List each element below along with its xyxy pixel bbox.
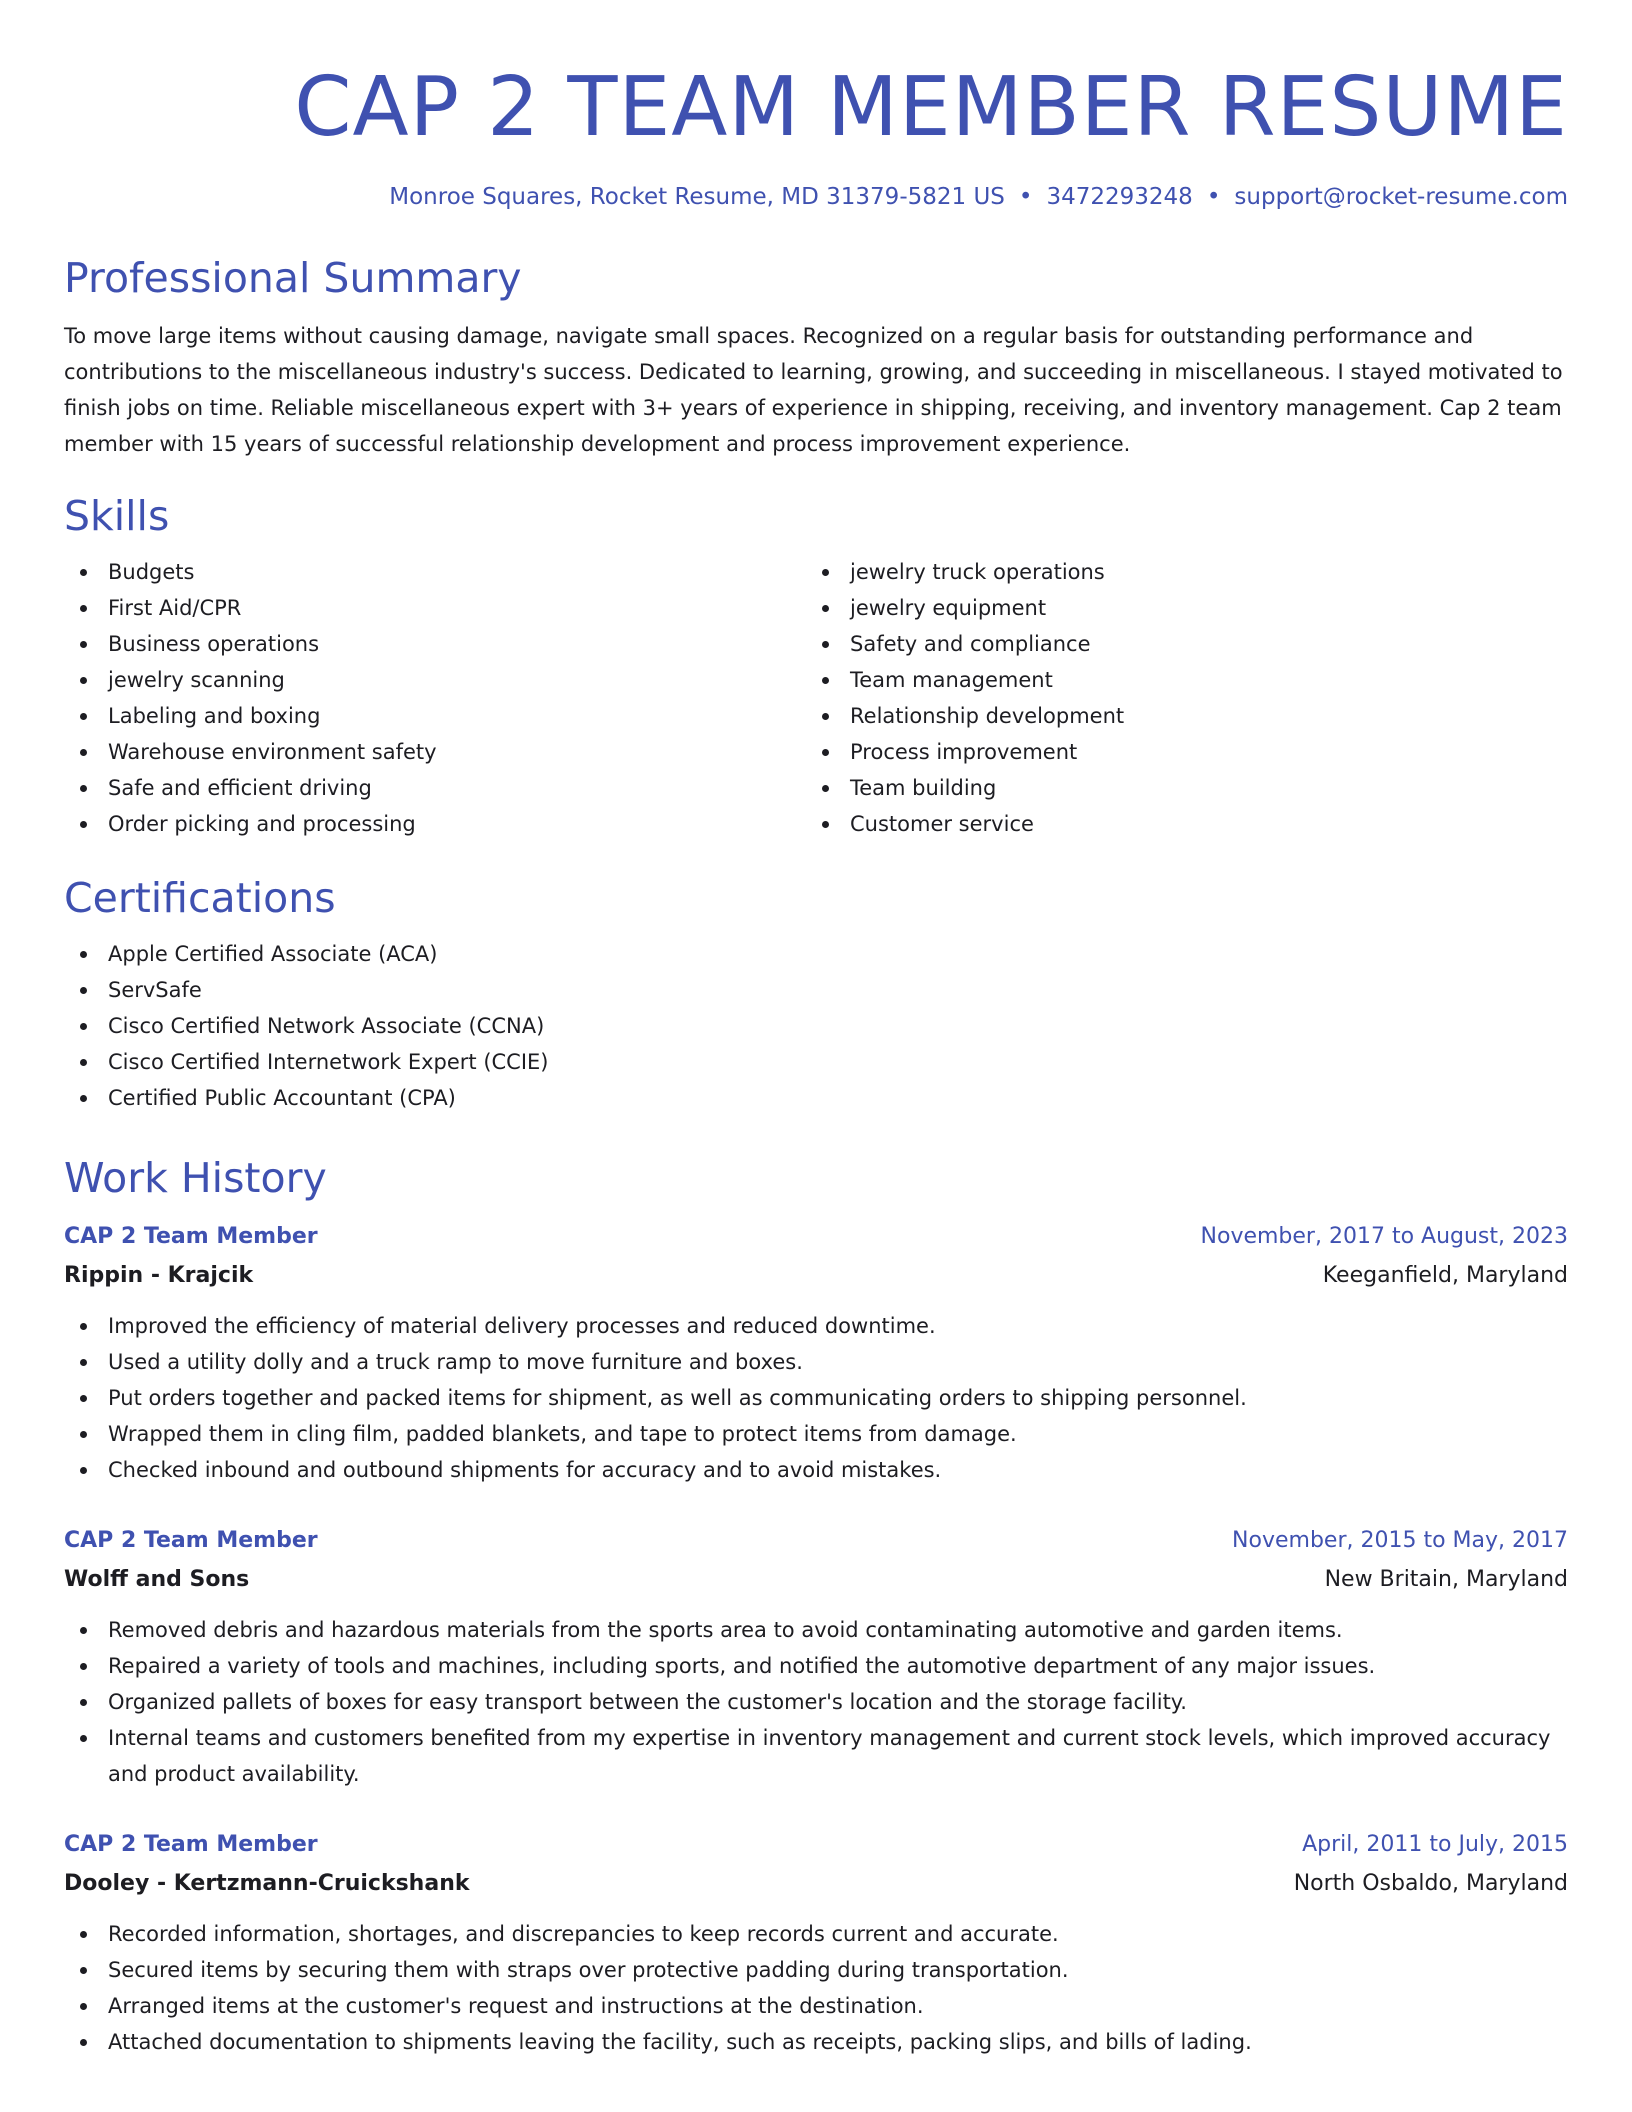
job-duties-list: [64, 1916, 1568, 2060]
contact-separator: •: [1206, 184, 1221, 210]
job-duty-text: Used a utility dolly and a truck ramp to move furniture and boxes.: [108, 1350, 803, 1374]
bullet-icon: [80, 677, 87, 684]
job-dates: November, 2015 to May, 2017: [1232, 1528, 1568, 1553]
skills-heading: Skills: [64, 492, 170, 540]
job-duty-item: [64, 1308, 1568, 1344]
bullet-icon: [80, 821, 87, 828]
job-duty-item: [64, 1684, 1568, 1720]
skill-item: [64, 698, 806, 734]
skill-item: [806, 698, 1548, 734]
summary-text: To move large items without causing damage, navigate small spaces. Recognized on a regular basis for outstanding performance and contributions to the miscellaneous industry's success. Dedicated to learning, growing, and succeeding in miscellaneous. I stayed motivated to finish jobs on time. Reliable miscellaneous expert with 3+ years of experience in shipping, receiving, and inventory management. Cap 2 team member with 15 years of successful relationship development and process improvement experience.: [64, 324, 1563, 456]
skill-label: jewelry truck operations: [850, 560, 1105, 584]
skill-label: Business operations: [108, 632, 320, 656]
job-duty-item: [64, 1648, 1568, 1684]
skill-label: Team management: [850, 668, 1053, 692]
skill-item: [806, 590, 1548, 626]
bullet-icon: [80, 1359, 87, 1366]
skill-item: [64, 626, 806, 662]
skill-item: [806, 554, 1548, 590]
job-duty-text: Internal teams and customers benefited from my expertise in inventory management and current stock levels, which improved accuracy and product availability.: [108, 1726, 1551, 1786]
bullet-icon: [80, 1023, 87, 1030]
job-duty-text: Attached documentation to shipments leaving the facility, such as receipts, packing slips, and bills of lading.: [108, 2030, 1252, 2054]
job-dates: November, 2017 to August, 2023: [1200, 1224, 1568, 1249]
skill-label: jewelry equipment: [850, 596, 1047, 620]
skill-item: [806, 770, 1548, 806]
job-duties-list: [64, 1308, 1568, 1488]
skill-item: [64, 590, 806, 626]
job-header-row: [64, 1218, 1568, 1256]
job-duty-item: [64, 1612, 1568, 1648]
job-duty-item: [64, 1720, 1568, 1792]
skill-label: Safety and compliance: [850, 632, 1091, 656]
bullet-icon: [822, 569, 829, 576]
job-entry: [64, 1522, 1568, 1792]
job-company: Dooley - Kertzmann-Cruickshank: [64, 1871, 470, 1896]
bullet-icon: [80, 2003, 87, 2010]
bullet-icon: [80, 1431, 87, 1438]
job-duty-text: Put orders together and packed items for shipment, as well as communicating orders to shipping personnel.: [108, 1386, 1247, 1410]
work-history-heading: Work History: [64, 1154, 327, 1202]
skill-label: Customer service: [850, 812, 1034, 836]
skill-label: Budgets: [108, 560, 195, 584]
skills-column-left: [64, 554, 806, 842]
job-header-row: [64, 1522, 1568, 1560]
bullet-icon: [80, 785, 87, 792]
skills-grid: [64, 554, 1568, 842]
skill-label: jewelry scanning: [108, 668, 285, 692]
job-duty-item: [64, 1916, 1568, 1952]
skill-label: Labeling and boxing: [108, 704, 321, 728]
skill-label: Relationship development: [850, 704, 1125, 728]
job-dates: April, 2011 to July, 2015: [1302, 1832, 1568, 1857]
resume-title: CAP 2 TEAM MEMBER RESUME: [294, 60, 1568, 155]
bullet-icon: [822, 821, 829, 828]
contact-email: support@rocket-resume.com: [1234, 184, 1568, 210]
skill-label: Process improvement: [850, 740, 1078, 764]
certification-label: Cisco Certified Internetwork Expert (CCIE): [108, 1050, 549, 1074]
skill-item: [806, 626, 1548, 662]
bullet-icon: [822, 641, 829, 648]
bullet-icon: [80, 1663, 87, 1670]
job-company-row: [64, 1864, 1568, 1904]
bullet-icon: [80, 1467, 87, 1474]
bullet-icon: [822, 713, 829, 720]
skill-item: [806, 806, 1548, 842]
skills-section: [64, 490, 1568, 842]
bullet-icon: [822, 677, 829, 684]
bullet-icon: [80, 1931, 87, 1938]
bullet-icon: [80, 749, 87, 756]
job-location: New Britain, Maryland: [1324, 1567, 1568, 1592]
certifications-list: [64, 936, 1568, 1116]
job-company: Rippin - Krajcik: [64, 1263, 254, 1288]
job-duty-text: Arranged items at the customer's request and instructions at the destination.: [108, 1994, 924, 2018]
skill-label: Warehouse environment safety: [108, 740, 437, 764]
job-duty-text: Wrapped them in cling film, padded blankets, and tape to protect items from damage.: [108, 1422, 1017, 1446]
bullet-icon: [80, 1323, 87, 1330]
skill-item: [64, 770, 806, 806]
summary-section: [64, 252, 1568, 462]
certification-item: [64, 1008, 1568, 1044]
job-duty-text: Repaired a variety of tools and machines, including sports, and notified the automotive department of any major issues.: [108, 1654, 1376, 1678]
job-location: North Osbaldo, Maryland: [1293, 1871, 1568, 1896]
bullet-icon: [80, 569, 87, 576]
job-title: CAP 2 Team Member: [64, 1832, 318, 1857]
job-duty-text: Removed debris and hazardous materials from the sports area to avoid contaminating automotive and garden items.: [108, 1618, 1343, 1642]
job-duty-text: Improved the efficiency of material delivery processes and reduced downtime.: [108, 1314, 936, 1338]
job-duty-item: [64, 1952, 1568, 1988]
certification-item: [64, 1044, 1568, 1080]
certification-label: ServSafe: [108, 978, 202, 1002]
bullet-icon: [80, 713, 87, 720]
skill-item: [806, 734, 1548, 770]
job-duty-item: [64, 2024, 1568, 2060]
job-location: Keeganfield, Maryland: [1322, 1263, 1568, 1288]
certifications-heading: Certifications: [64, 874, 336, 922]
job-title: CAP 2 Team Member: [64, 1224, 318, 1249]
bullet-icon: [80, 987, 87, 994]
contact-phone: 3472293248: [1046, 184, 1193, 210]
skill-label: Safe and efficient driving: [108, 776, 372, 800]
contact-line: [64, 180, 1568, 214]
summary-heading: Professional Summary: [64, 254, 522, 302]
work-history-section: [64, 1152, 1568, 2060]
bullet-icon: [80, 1735, 87, 1742]
job-title: CAP 2 Team Member: [64, 1528, 318, 1553]
skill-item: [64, 554, 806, 590]
skill-item: [806, 662, 1548, 698]
skill-item: [64, 734, 806, 770]
certification-item: [64, 972, 1568, 1008]
job-duty-text: Organized pallets of boxes for easy transport between the customer's location and the storage facility.: [108, 1690, 1187, 1714]
bullet-icon: [80, 1095, 87, 1102]
bullet-icon: [80, 2039, 87, 2046]
job-company-row: [64, 1256, 1568, 1296]
job-duty-item: [64, 1416, 1568, 1452]
contact-separator: •: [1018, 184, 1033, 210]
bullet-icon: [80, 1395, 87, 1402]
skill-label: Team building: [850, 776, 997, 800]
certification-label: Cisco Certified Network Associate (CCNA): [108, 1014, 545, 1038]
job-duty-item: [64, 1344, 1568, 1380]
certification-label: Apple Certified Associate (ACA): [108, 942, 438, 966]
bullet-icon: [80, 1967, 87, 1974]
job-company: Wolff and Sons: [64, 1567, 250, 1592]
bullet-icon: [80, 951, 87, 958]
job-entry: [64, 1218, 1568, 1488]
skills-column-right: [806, 554, 1548, 842]
bullet-icon: [822, 605, 829, 612]
job-header-row: [64, 1826, 1568, 1864]
job-duty-item: [64, 1988, 1568, 2024]
bullet-icon: [80, 1059, 87, 1066]
job-duties-list: [64, 1612, 1568, 1792]
skill-item: [64, 806, 806, 842]
job-duty-item: [64, 1380, 1568, 1416]
job-duty-item: [64, 1452, 1568, 1488]
bullet-icon: [80, 605, 87, 612]
bullet-icon: [80, 1627, 87, 1634]
skills-list-right: [806, 554, 1548, 842]
job-company-row: [64, 1560, 1568, 1600]
skills-list-left: [64, 554, 806, 842]
job-duty-text: Secured items by securing them with straps over protective padding during transportation.: [108, 1958, 1069, 1982]
skill-label: First Aid/CPR: [108, 596, 242, 620]
bullet-icon: [822, 749, 829, 756]
skill-item: [64, 662, 806, 698]
job-duty-text: Checked inbound and outbound shipments for accuracy and to avoid mistakes.: [108, 1458, 942, 1482]
bullet-icon: [80, 641, 87, 648]
bullet-icon: [822, 785, 829, 792]
job-entry: [64, 1826, 1568, 2060]
contact-address: Monroe Squares, Rocket Resume, MD 31379-5821 US: [389, 184, 1005, 210]
certifications-section: [64, 872, 1568, 1116]
certification-label: Certified Public Accountant (CPA): [108, 1086, 456, 1110]
certification-item: [64, 936, 1568, 972]
certification-item: [64, 1080, 1568, 1116]
job-duty-text: Recorded information, shortages, and discrepancies to keep records current and accurate.: [108, 1922, 1059, 1946]
bullet-icon: [80, 1699, 87, 1706]
skill-label: Order picking and processing: [108, 812, 416, 836]
